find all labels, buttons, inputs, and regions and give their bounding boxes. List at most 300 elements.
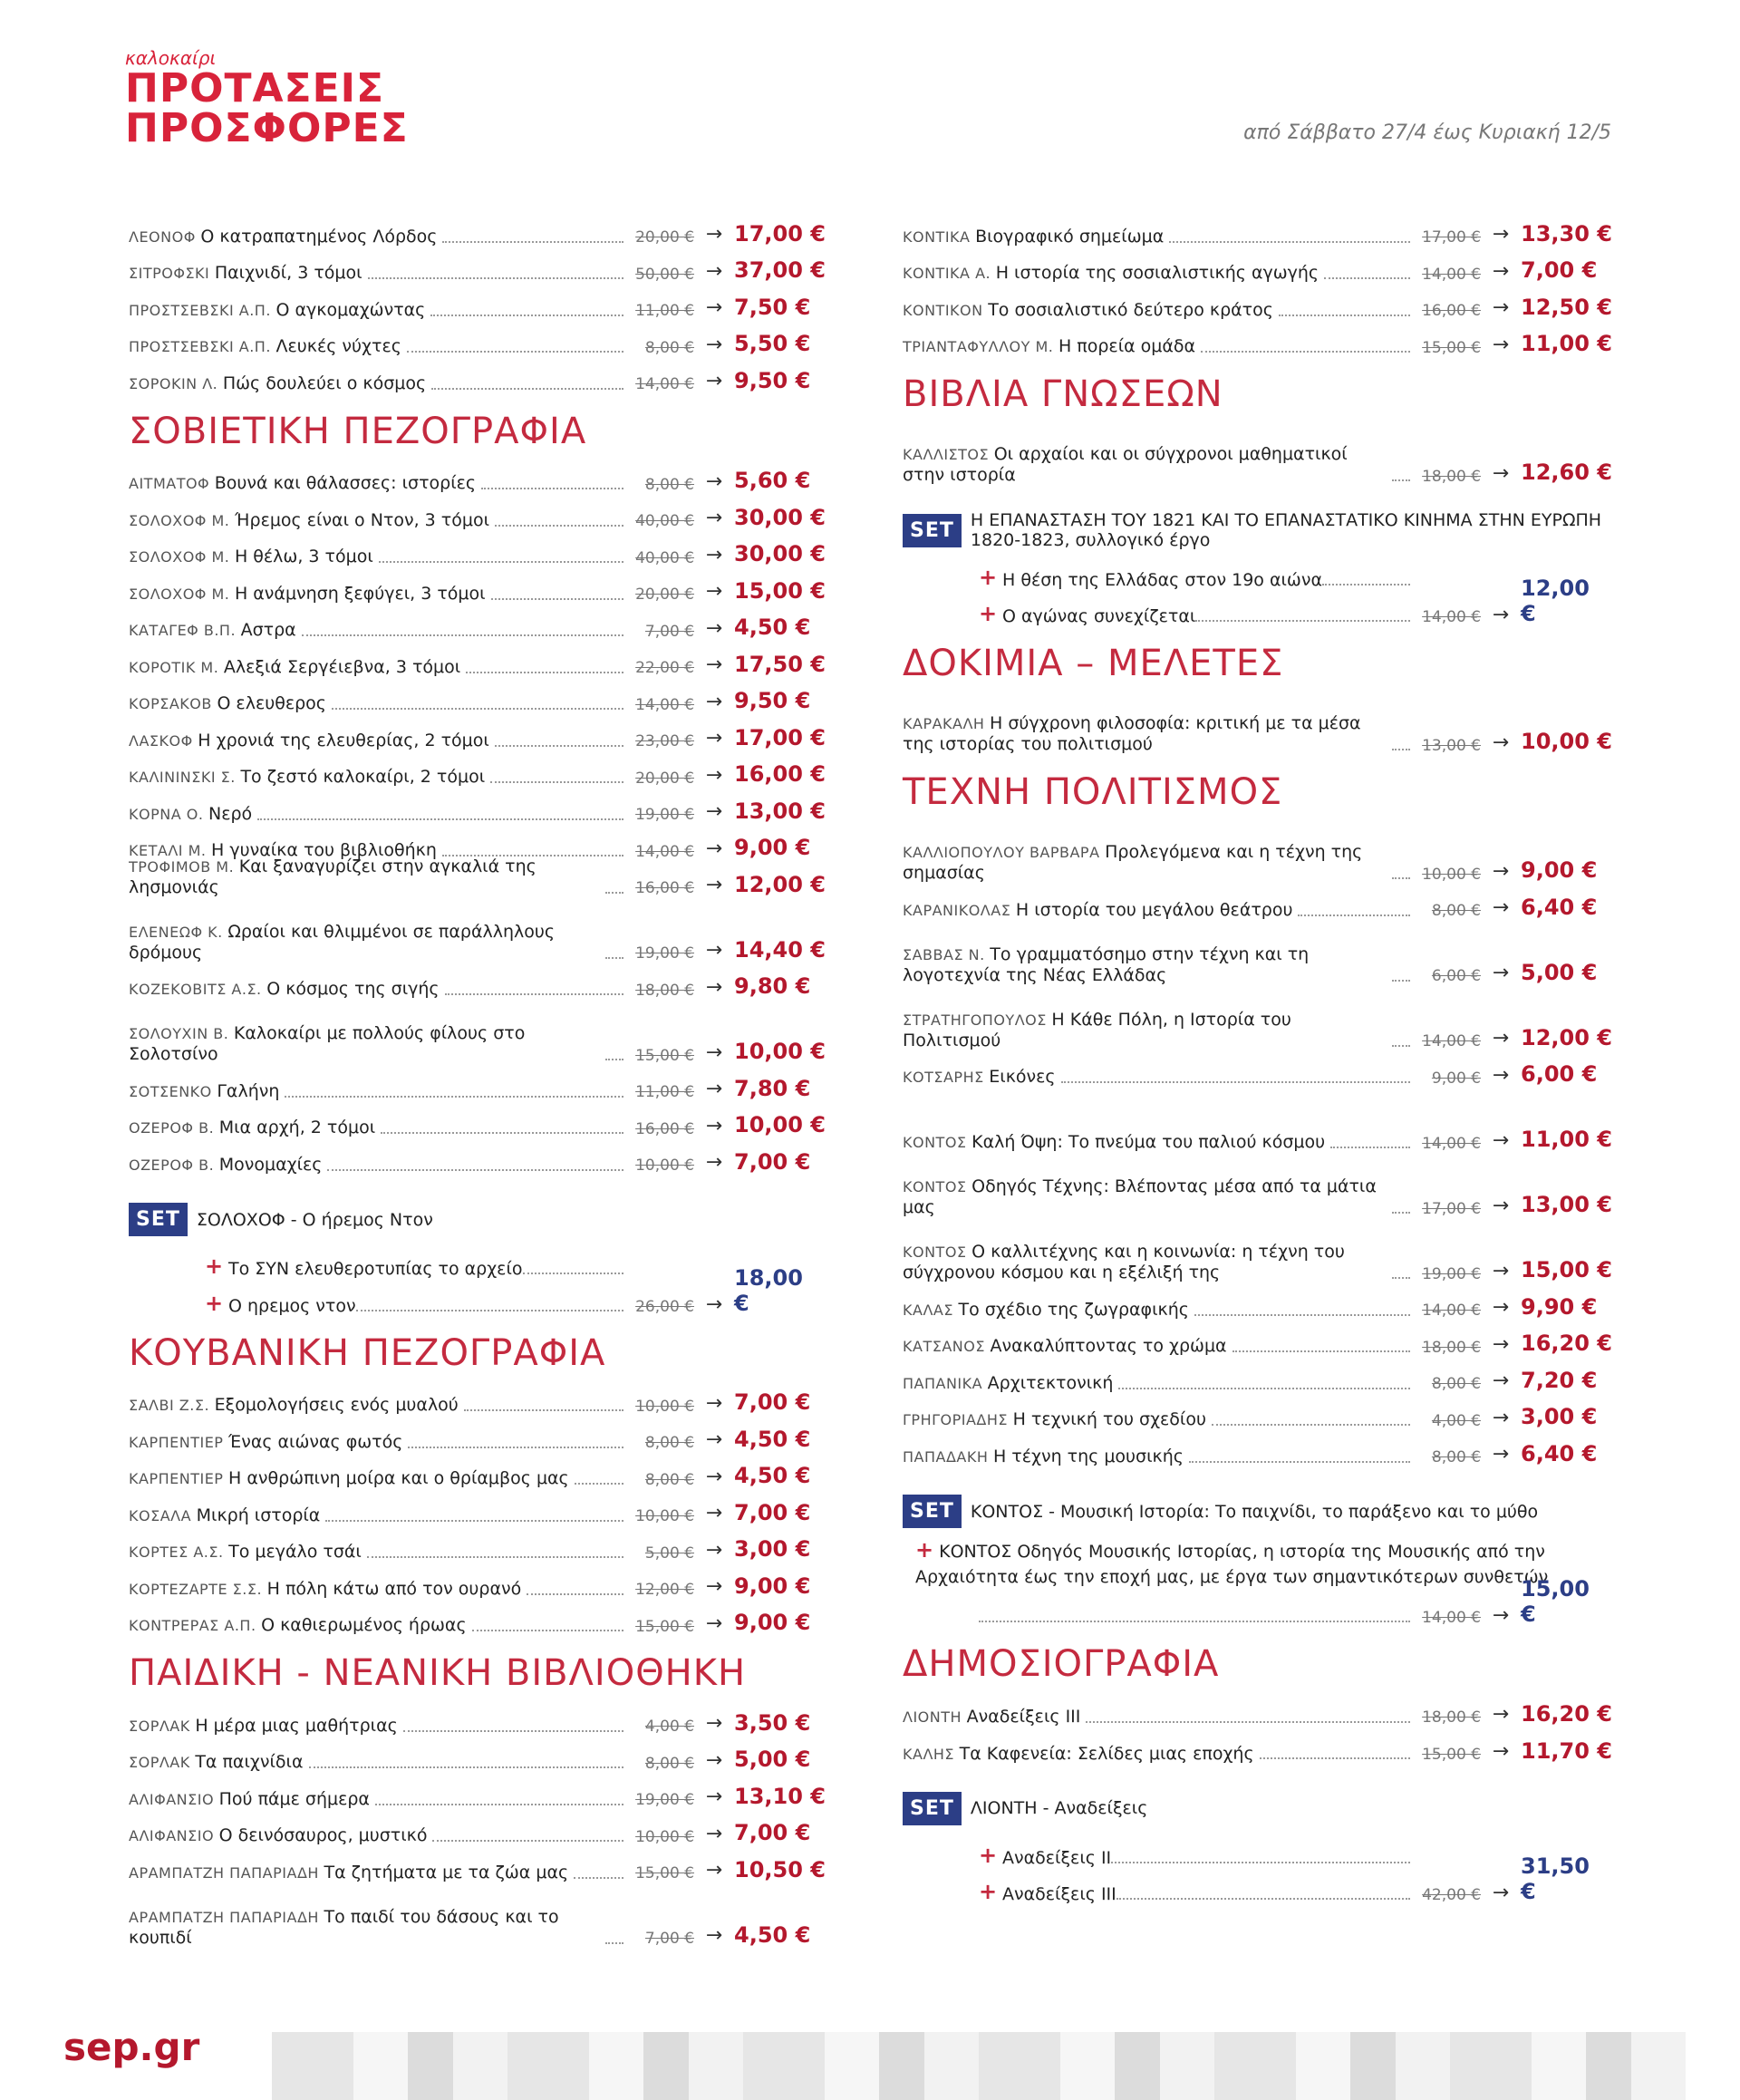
arrow-right-icon: → xyxy=(705,939,723,963)
book-title: Η Κάθε Πόλη, η Ιστορία του Πολιτισμού xyxy=(903,1009,1291,1050)
book-text xyxy=(903,1409,1212,1430)
new-price: 7,00 € xyxy=(1521,257,1598,284)
arrow-right-icon: → xyxy=(1492,1406,1510,1429)
book-item[interactable] xyxy=(129,1379,825,1417)
book-item[interactable] xyxy=(129,1846,825,1883)
right-column xyxy=(903,210,1611,1904)
book-author: ΣΙΤΡΟΦΣΚΙ xyxy=(129,265,215,283)
arrow-right-icon: → xyxy=(1492,1703,1510,1727)
book-item[interactable] xyxy=(129,247,825,285)
book-title: Βουνά και θάλασσες: ιστορίες xyxy=(214,473,477,494)
set-item-text: Ο αγώνας συνεχίζεται xyxy=(1002,606,1196,626)
old-price: 8,00 € xyxy=(644,475,694,494)
book-text xyxy=(129,731,495,751)
new-price: 9,90 € xyxy=(1521,1293,1598,1320)
arrow-right-icon: → xyxy=(1492,896,1510,920)
arrow-right-icon: → xyxy=(705,1822,723,1845)
new-price: 13,30 € xyxy=(1521,220,1612,247)
new-price: 7,00 € xyxy=(734,1389,811,1416)
new-price: 5,60 € xyxy=(734,468,811,494)
dot-leader xyxy=(1392,749,1410,750)
book-item[interactable] xyxy=(129,1563,825,1600)
dot-leader xyxy=(1392,1212,1410,1214)
book-title-cell xyxy=(129,510,624,531)
book-author: ΚΟΝΤΙΚΑ Α. xyxy=(903,265,996,283)
new-price: 30,00 € xyxy=(734,504,826,530)
book-title: Η ανθρώπινη μοίρα και ο θρίαμβος μας xyxy=(228,1468,569,1489)
book-item[interactable] xyxy=(903,1321,1611,1358)
book-item[interactable] xyxy=(129,1737,825,1774)
book-item[interactable] xyxy=(129,458,825,495)
book-item[interactable] xyxy=(903,247,1611,285)
book-text xyxy=(129,473,481,494)
set-offer[interactable] xyxy=(903,1785,1611,1904)
set-price-line xyxy=(903,1576,1611,1628)
new-price: 18,00 € xyxy=(734,1264,803,1316)
arrow-right-icon: → xyxy=(1492,333,1510,356)
book-text xyxy=(129,1505,325,1526)
new-price: 11,00 € xyxy=(1521,1127,1612,1153)
book-title-cell xyxy=(129,922,624,963)
arrow-right-icon: → xyxy=(1492,1739,1510,1763)
dot-leader xyxy=(466,672,624,673)
book-author: ΠΡΟΣΤΣΕΒΣΚΙ Α.Π. xyxy=(129,301,276,319)
dot-leader xyxy=(495,525,624,527)
site-link[interactable]: sep.gr xyxy=(63,2025,200,2069)
book-item[interactable] xyxy=(903,1394,1611,1431)
book-item[interactable] xyxy=(129,1883,825,1949)
old-price: 20,00 € xyxy=(635,585,694,605)
book-text xyxy=(129,856,605,898)
book-text xyxy=(129,227,442,247)
arrow-right-icon: → xyxy=(705,1391,723,1415)
book-title: Αλεξιά Σεργέιεβνα, 3 τόμοι xyxy=(223,656,461,677)
old-price: 14,00 € xyxy=(1422,1032,1481,1051)
arrow-right-icon: → xyxy=(705,690,723,713)
book-title: Ο καθιερωμένος ήρωας xyxy=(261,1615,467,1636)
old-price: 10,00 € xyxy=(1422,865,1481,884)
book-title-cell xyxy=(903,1132,1410,1153)
arrow-right-icon: → xyxy=(1492,859,1510,883)
new-price: 9,50 € xyxy=(734,688,811,714)
book-item[interactable] xyxy=(903,321,1611,358)
dot-leader xyxy=(1116,1898,1410,1900)
book-item[interactable] xyxy=(903,1051,1611,1089)
set-item-title xyxy=(1002,606,1410,626)
book-item[interactable] xyxy=(129,641,825,678)
book-title: Και ξαναγυρίζει στην αγκαλιά της λησμονιάς xyxy=(129,856,536,897)
book-item[interactable] xyxy=(129,678,825,715)
book-item[interactable] xyxy=(903,818,1611,884)
old-price: 12,00 € xyxy=(635,1581,694,1600)
plus-icon: + xyxy=(205,1253,224,1279)
book-title-cell xyxy=(903,1409,1410,1430)
book-title: Μονομαχίες xyxy=(218,1154,323,1175)
dot-leader xyxy=(309,1766,624,1768)
book-title-cell xyxy=(129,1023,624,1065)
book-text xyxy=(903,300,1279,321)
old-price: 15,00 € xyxy=(635,1617,694,1636)
section-heading: ΠΑΙΔΙΚΗ - ΝΕΑΝΙΚΗ ΒΙΒΛΙΟΘΗΚΗ xyxy=(129,1652,747,1694)
arrow-right-icon: → xyxy=(705,1785,723,1809)
book-title-cell xyxy=(129,373,624,394)
book-title: Η πορεία ομάδα xyxy=(1058,336,1196,357)
book-item[interactable] xyxy=(129,898,825,963)
arrow-right-icon: → xyxy=(705,800,723,824)
book-author: ΑΡΑΜΠΑΤΖΗ ΠΑΠΑΡΙΑΔΗ xyxy=(129,1908,324,1926)
book-item[interactable] xyxy=(903,421,1611,486)
book-item[interactable] xyxy=(129,284,825,321)
book-item[interactable] xyxy=(129,1138,825,1176)
book-text xyxy=(903,1744,1260,1765)
dot-leader xyxy=(356,1310,624,1311)
arrow-right-icon: → xyxy=(705,727,723,750)
old-price: 18,00 € xyxy=(635,981,694,1000)
set-item-title xyxy=(1002,1848,1410,1868)
old-price: 19,00 € xyxy=(635,806,694,825)
plus-icon: + xyxy=(915,1536,934,1563)
arrow-right-icon: → xyxy=(1492,1443,1510,1466)
book-item[interactable] xyxy=(903,1357,1611,1394)
arrow-right-icon: → xyxy=(705,543,723,566)
old-price: 18,00 € xyxy=(1422,1338,1481,1357)
book-author: ΚΟΝΤΟΣ xyxy=(903,1244,972,1262)
dot-leader xyxy=(325,1520,624,1522)
new-price: 4,50 € xyxy=(734,615,811,641)
new-price: 6,00 € xyxy=(1521,1061,1598,1088)
book-title: Το παιδί του δάσους και το κουπιδί xyxy=(129,1906,559,1948)
dot-leader xyxy=(1324,277,1410,279)
book-item[interactable] xyxy=(129,751,825,789)
arrow-right-icon: → xyxy=(705,837,723,860)
arrow-right-icon: → xyxy=(705,1114,723,1137)
book-item[interactable] xyxy=(903,921,1611,986)
dot-leader xyxy=(381,1132,624,1134)
new-price: 11,00 € xyxy=(1521,331,1612,357)
set-offer[interactable] xyxy=(903,508,1611,626)
book-item[interactable] xyxy=(129,963,825,1001)
book-title: Παιχνιδί, 3 τόμοι xyxy=(214,263,362,284)
book-title-cell xyxy=(129,336,624,357)
book-item[interactable] xyxy=(903,1727,1611,1765)
book-text xyxy=(129,1579,527,1600)
section-heading: ΤΕΧΝΗ ΠΟΛΙΤΙΣΜΟΣ xyxy=(903,771,1283,813)
dot-leader xyxy=(403,1730,624,1732)
left-column xyxy=(129,210,825,1949)
book-item[interactable] xyxy=(903,884,1611,921)
book-item[interactable] xyxy=(129,1102,825,1139)
book-item[interactable] xyxy=(129,210,825,247)
dot-leader xyxy=(1298,915,1410,916)
new-price: 3,00 € xyxy=(1521,1404,1598,1430)
arrow-right-icon: → xyxy=(1492,223,1510,247)
book-text xyxy=(903,944,1392,986)
book-title-cell xyxy=(903,1300,1410,1321)
book-item[interactable] xyxy=(903,284,1611,321)
book-title: Βιογραφικό σημείωμα xyxy=(975,226,1165,247)
book-author: ΑΛΙΦΑΝΣΙΟ xyxy=(129,1827,219,1845)
dot-leader xyxy=(407,351,624,353)
plus-icon: + xyxy=(979,601,998,626)
book-item[interactable] xyxy=(129,714,825,751)
new-price: 9,00 € xyxy=(734,1610,811,1636)
old-price: 20,00 € xyxy=(635,228,694,247)
new-price: 12,00 € xyxy=(734,871,826,897)
new-price: 9,00 € xyxy=(734,835,811,861)
book-item[interactable] xyxy=(903,1283,1611,1321)
book-text xyxy=(129,1468,575,1489)
dot-leader xyxy=(1392,877,1410,879)
book-item[interactable] xyxy=(903,210,1611,247)
new-price: 10,00 € xyxy=(734,1039,826,1065)
book-title: Ο κόσμος της σιγής xyxy=(266,979,440,1000)
book-title: Η γυναίκα του βιβλιοθήκη xyxy=(211,840,437,861)
new-price: 13,00 € xyxy=(1521,1192,1612,1218)
book-author: ΣΑΒΒΑΣ Ν. xyxy=(903,945,991,963)
old-price: 15,00 € xyxy=(635,1864,694,1883)
book-author: ΣΟΛΟΧΟΦ Μ. xyxy=(129,511,235,529)
book-text xyxy=(129,1395,464,1416)
book-title-cell xyxy=(129,804,624,825)
arrow-right-icon: → xyxy=(705,874,723,897)
old-price: 8,00 € xyxy=(644,1434,694,1453)
arrow-right-icon: → xyxy=(1492,962,1510,985)
book-item[interactable] xyxy=(903,1430,1611,1467)
book-title-cell xyxy=(129,1505,624,1526)
book-item[interactable] xyxy=(129,1000,825,1065)
book-author: ΠΡΟΣΤΣΕΒΣΚΙ Α.Π. xyxy=(129,338,276,356)
new-price: 7,80 € xyxy=(734,1075,811,1101)
set-item-title xyxy=(228,1259,624,1279)
book-author: ΚΟΡΟΤΙΚ Μ. xyxy=(129,658,224,676)
book-author: ΚΑΡΑΚΑΛΗ xyxy=(903,715,991,733)
arrow-right-icon: → xyxy=(1492,604,1510,626)
book-item[interactable] xyxy=(903,1153,1611,1218)
book-author: ΚΟΡΤΕΖΑΡΤΕ Σ.Σ. xyxy=(129,1580,267,1598)
new-price: 5,00 € xyxy=(734,1747,811,1773)
book-item[interactable] xyxy=(129,1773,825,1810)
arrow-right-icon: → xyxy=(705,1575,723,1599)
old-price: 15,00 € xyxy=(1422,1745,1481,1764)
book-item[interactable] xyxy=(129,357,825,394)
book-title: Μια αρχή, 2 τόμοι xyxy=(218,1118,376,1138)
old-price: 50,00 € xyxy=(635,265,694,284)
old-price: 5,00 € xyxy=(644,1544,694,1563)
book-text xyxy=(129,1118,381,1138)
book-item[interactable] xyxy=(903,690,1611,755)
book-item[interactable] xyxy=(903,1088,1611,1153)
book-text xyxy=(903,444,1392,486)
book-text xyxy=(129,1863,574,1883)
set-title: Η ΕΠΑΝΑΣΤΑΣΗ ΤΟΥ 1821 ΚΑΙ ΤΟ ΕΠΑΝΑΣΤΑΤΙΚΟ ΚΙΝΗΜΑ ΣΤΗΝ ΕΥΡΩΠΗ 1820-1823, συλλογικό έργο xyxy=(970,510,1602,550)
old-price: 8,00 € xyxy=(644,338,694,357)
book-text xyxy=(129,979,445,1000)
old-price: 15,00 € xyxy=(1422,338,1481,357)
section-heading: ΒΙΒΛΙΑ ΓΝΩΣΕΩΝ xyxy=(903,373,1223,415)
dot-leader xyxy=(523,1273,624,1274)
book-text xyxy=(903,842,1392,884)
book-item[interactable] xyxy=(129,1416,825,1453)
book-item[interactable] xyxy=(129,1526,825,1563)
book-title: Ήρεμος είναι ο Ντον, 3 τόμοι xyxy=(234,509,490,530)
old-price: 19,00 € xyxy=(635,944,694,963)
new-price: 5,50 € xyxy=(734,331,811,357)
dot-leader xyxy=(605,892,624,894)
book-title-cell xyxy=(129,1863,624,1883)
dot-leader xyxy=(605,957,624,959)
book-item[interactable] xyxy=(129,321,825,358)
book-text xyxy=(903,263,1324,284)
dot-leader xyxy=(527,1593,624,1595)
book-title-cell xyxy=(129,1789,624,1810)
book-text xyxy=(903,1176,1392,1218)
book-text xyxy=(129,584,491,605)
book-text xyxy=(129,1155,327,1176)
new-price: 12,00 € xyxy=(1521,1024,1612,1050)
dot-leader xyxy=(1392,980,1410,982)
new-price: 9,80 € xyxy=(734,973,811,1000)
book-title-cell xyxy=(129,1716,624,1737)
book-author: ΚΑΤΑΓΕΦ Β.Π. xyxy=(129,622,241,640)
book-title-cell xyxy=(129,473,624,494)
book-title: Ένας αιώνας φωτός xyxy=(228,1431,403,1452)
book-author: ΣΟΡΟΚΙΝ Λ. xyxy=(129,374,223,392)
book-item[interactable] xyxy=(129,1065,825,1102)
book-text xyxy=(903,1067,1061,1088)
book-author: ΑΛΙΦΑΝΣΙΟ xyxy=(129,1790,219,1808)
old-price: 22,00 € xyxy=(635,659,694,678)
book-title-cell xyxy=(903,300,1410,321)
book-text xyxy=(129,1825,432,1846)
set-title: ΛΙΟΝΤΗ - Αναδείξεις xyxy=(970,1798,1148,1819)
new-price: 12,60 € xyxy=(1521,460,1612,486)
book-title-cell xyxy=(129,767,624,788)
old-price: 18,00 € xyxy=(1422,1708,1481,1727)
book-title-cell xyxy=(903,227,1410,247)
book-title: Μικρή ιστορία xyxy=(196,1505,321,1525)
book-title-cell xyxy=(129,731,624,751)
book-text xyxy=(903,336,1201,357)
arrow-right-icon: → xyxy=(705,469,723,493)
plus-icon: + xyxy=(979,1879,998,1905)
dot-leader xyxy=(1279,315,1410,316)
dot-leader xyxy=(327,1169,624,1171)
book-item[interactable] xyxy=(903,1690,1611,1727)
book-title-cell xyxy=(129,1155,624,1176)
book-author: ΚΑΛΑΣ xyxy=(903,1301,959,1319)
new-price: 14,40 € xyxy=(734,936,826,963)
book-title-cell xyxy=(903,1707,1410,1727)
book-title: Η χρονιά της ελευθερίας, 2 τόμοι xyxy=(198,730,489,750)
book-item[interactable] xyxy=(129,1453,825,1490)
book-title-cell xyxy=(903,1744,1410,1765)
old-price: 8,00 € xyxy=(644,1754,694,1773)
dot-leader xyxy=(1330,1147,1410,1148)
book-item[interactable] xyxy=(129,605,825,642)
set-title: ΚΟΝΤΟΣ - Μουσική Ιστορία: Το παιχνίδι, το παράξενο και το μύθο xyxy=(970,1501,1539,1522)
new-price: 4,50 € xyxy=(734,1426,811,1452)
arrow-right-icon: → xyxy=(1492,1194,1510,1217)
book-title: Τα ζητήματα με τα ζώα μας xyxy=(324,1862,569,1882)
book-item[interactable] xyxy=(129,1489,825,1526)
set-offer[interactable] xyxy=(129,1197,825,1316)
footer-decorative-strip xyxy=(272,2032,1686,2100)
book-item[interactable] xyxy=(129,1810,825,1847)
arrow-right-icon: → xyxy=(705,296,723,320)
arrow-right-icon: → xyxy=(705,1712,723,1736)
set-offer[interactable] xyxy=(903,1489,1611,1628)
book-title: Αναδείξεις ΙΙΙ xyxy=(966,1707,1081,1727)
book-title-cell xyxy=(129,1081,624,1102)
book-title: Το ζεστό καλοκαίρι, 2 τόμοι xyxy=(240,767,486,788)
book-title-cell xyxy=(129,547,624,567)
old-price: 4,00 € xyxy=(644,1718,694,1737)
book-author: ΣΤΡΑΤΗΓΟΠΟΥΛΟΣ xyxy=(903,1011,1052,1029)
arrow-right-icon: → xyxy=(1492,1604,1510,1628)
dot-leader xyxy=(408,1447,624,1448)
book-text xyxy=(129,620,302,641)
arrow-right-icon: → xyxy=(1492,731,1510,754)
book-item[interactable] xyxy=(129,788,825,825)
offer-dates: από Σάββατο 27/4 έως Κυριακή 12/5 xyxy=(1243,121,1611,144)
old-price: 10,00 € xyxy=(635,1397,694,1416)
old-price: 8,00 € xyxy=(1431,902,1481,921)
logo-line-2: ΠΡΟΣΦΟΡΕΣ xyxy=(125,105,409,151)
new-price: 16,00 € xyxy=(734,761,826,788)
book-item[interactable] xyxy=(129,856,826,898)
book-item[interactable] xyxy=(129,1699,825,1737)
set-item-title xyxy=(979,1621,1410,1627)
set-item xyxy=(903,1831,1611,1868)
book-text xyxy=(129,1542,367,1563)
arrow-right-icon: → xyxy=(1492,1332,1510,1356)
dot-leader xyxy=(332,708,624,710)
dot-leader xyxy=(1189,1461,1410,1463)
dot-leader xyxy=(1392,479,1410,481)
book-author: ΚΑΡΠΕΝΤΙΕΡ xyxy=(129,1470,229,1488)
book-item[interactable] xyxy=(129,1600,825,1637)
book-title: Πού πάμε σήμερα xyxy=(218,1788,370,1809)
book-text xyxy=(129,1752,309,1773)
book-title-cell xyxy=(129,1752,624,1773)
book-author: ΠΑΠΑΝΙΚΑ xyxy=(903,1374,988,1392)
arrow-right-icon: → xyxy=(1492,1369,1510,1393)
book-item[interactable] xyxy=(129,494,825,531)
dot-leader xyxy=(574,1877,624,1879)
set-item-text: Το ΣΥΝ ελευθεροτυπίας το αρχείο xyxy=(228,1259,523,1279)
old-price: 40,00 € xyxy=(635,512,694,531)
arrow-right-icon: → xyxy=(1492,1128,1510,1152)
book-title: Αρχιτεκτονική xyxy=(987,1372,1114,1393)
old-price: 42,00 € xyxy=(1422,1886,1481,1905)
book-title: Ο δεινόσαυρος, μυστικό xyxy=(218,1825,428,1846)
new-price: 4,50 € xyxy=(734,1921,811,1948)
book-title: Ο καλλιτέχνης και η κοινωνία: η τέχνη του σύγχρονου κόσμου και η εξέλιξή της xyxy=(903,1242,1345,1283)
book-title-cell xyxy=(129,1542,624,1563)
book-title: Η θέλω, 3 τόμοι xyxy=(234,547,373,567)
book-item[interactable] xyxy=(903,986,1611,1051)
book-item[interactable] xyxy=(129,567,825,605)
dot-leader xyxy=(368,277,624,279)
new-price: 15,00 € xyxy=(1521,1257,1612,1283)
book-item[interactable] xyxy=(129,531,825,568)
section-heading: ΔΟΚΙΜΙΑ – ΜΕΛΕΤΕΣ xyxy=(903,643,1284,684)
book-text xyxy=(903,900,1298,921)
arrow-right-icon: → xyxy=(705,1078,723,1101)
book-title-cell xyxy=(903,1373,1410,1394)
book-item[interactable] xyxy=(903,1218,1611,1283)
book-title-cell xyxy=(129,1468,624,1489)
